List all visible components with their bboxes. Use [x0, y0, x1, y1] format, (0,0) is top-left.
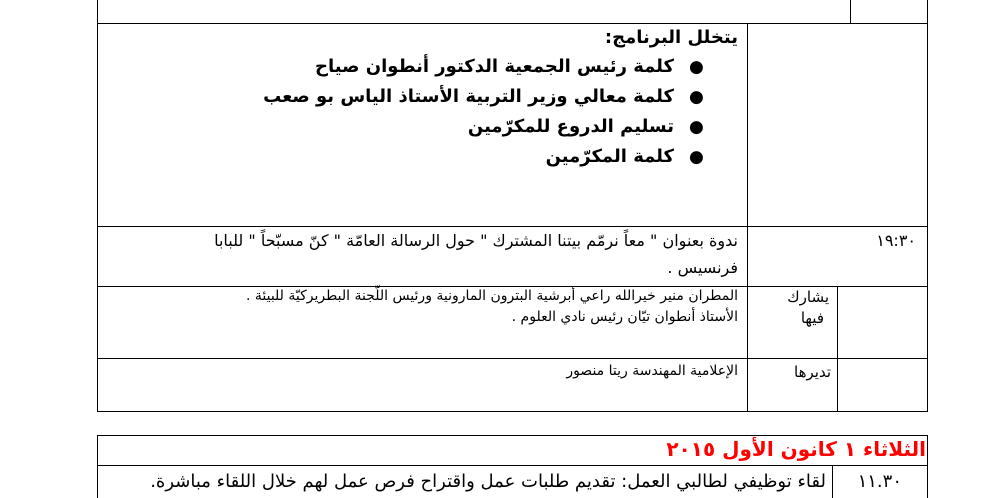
day-heading: الثلاثاء ١ كانون الأول ٢٠١٥ — [666, 437, 926, 461]
program-item: كلمة المكرّمين — [545, 146, 674, 167]
participant-name: الأستاذ أنطوان تيّان رئيس نادي العلوم . — [511, 309, 738, 325]
participant-name: المطران منير خيرالله راعي أبرشية البترون المارونية ورئيس اللّجنة البطريركيّة للبيئة . — [245, 288, 738, 304]
program-heading: يتخلل البرنامج: — [604, 27, 738, 48]
seminar-title-continued: فرنسيس . — [667, 258, 738, 277]
bullet-dot-icon: ● — [689, 117, 704, 137]
moderator-label: تديرها — [794, 363, 831, 381]
program-item: كلمة معالي وزير التربية الأستاذ الياس بو صعب — [263, 86, 674, 107]
seminar-time: ١٩:٣٠ — [876, 231, 916, 250]
moderator-name: الإعلامية المهندسة ريتا منصور — [566, 363, 738, 379]
program-item: تسليم الدروع للمكرّمين — [467, 116, 674, 137]
program-item: كلمة رئيس الجمعية الدكتور أنطوان صياح — [315, 56, 674, 77]
bullet-dot-icon: ● — [689, 57, 704, 77]
bullet-dot-icon: ● — [689, 147, 704, 167]
seminar-title: ندوة بعنوان " معاً نرمّم بيتنا المشترك " حول الرسالة العامّة " كنّ مسبّحاً " للبابا — [214, 231, 738, 250]
participants-label-continued: فيها — [800, 309, 824, 327]
bullet-dot-icon: ● — [689, 87, 704, 107]
event-description: لقاء توظيفي لطالبي العمل: تقديم طلبات عمل واقتراح فرص عمل لهم خلال اللقاء مباشرة. — [150, 471, 826, 492]
participants-label: يشارك — [787, 288, 829, 306]
event-time: ١١.٣٠ — [857, 471, 902, 492]
